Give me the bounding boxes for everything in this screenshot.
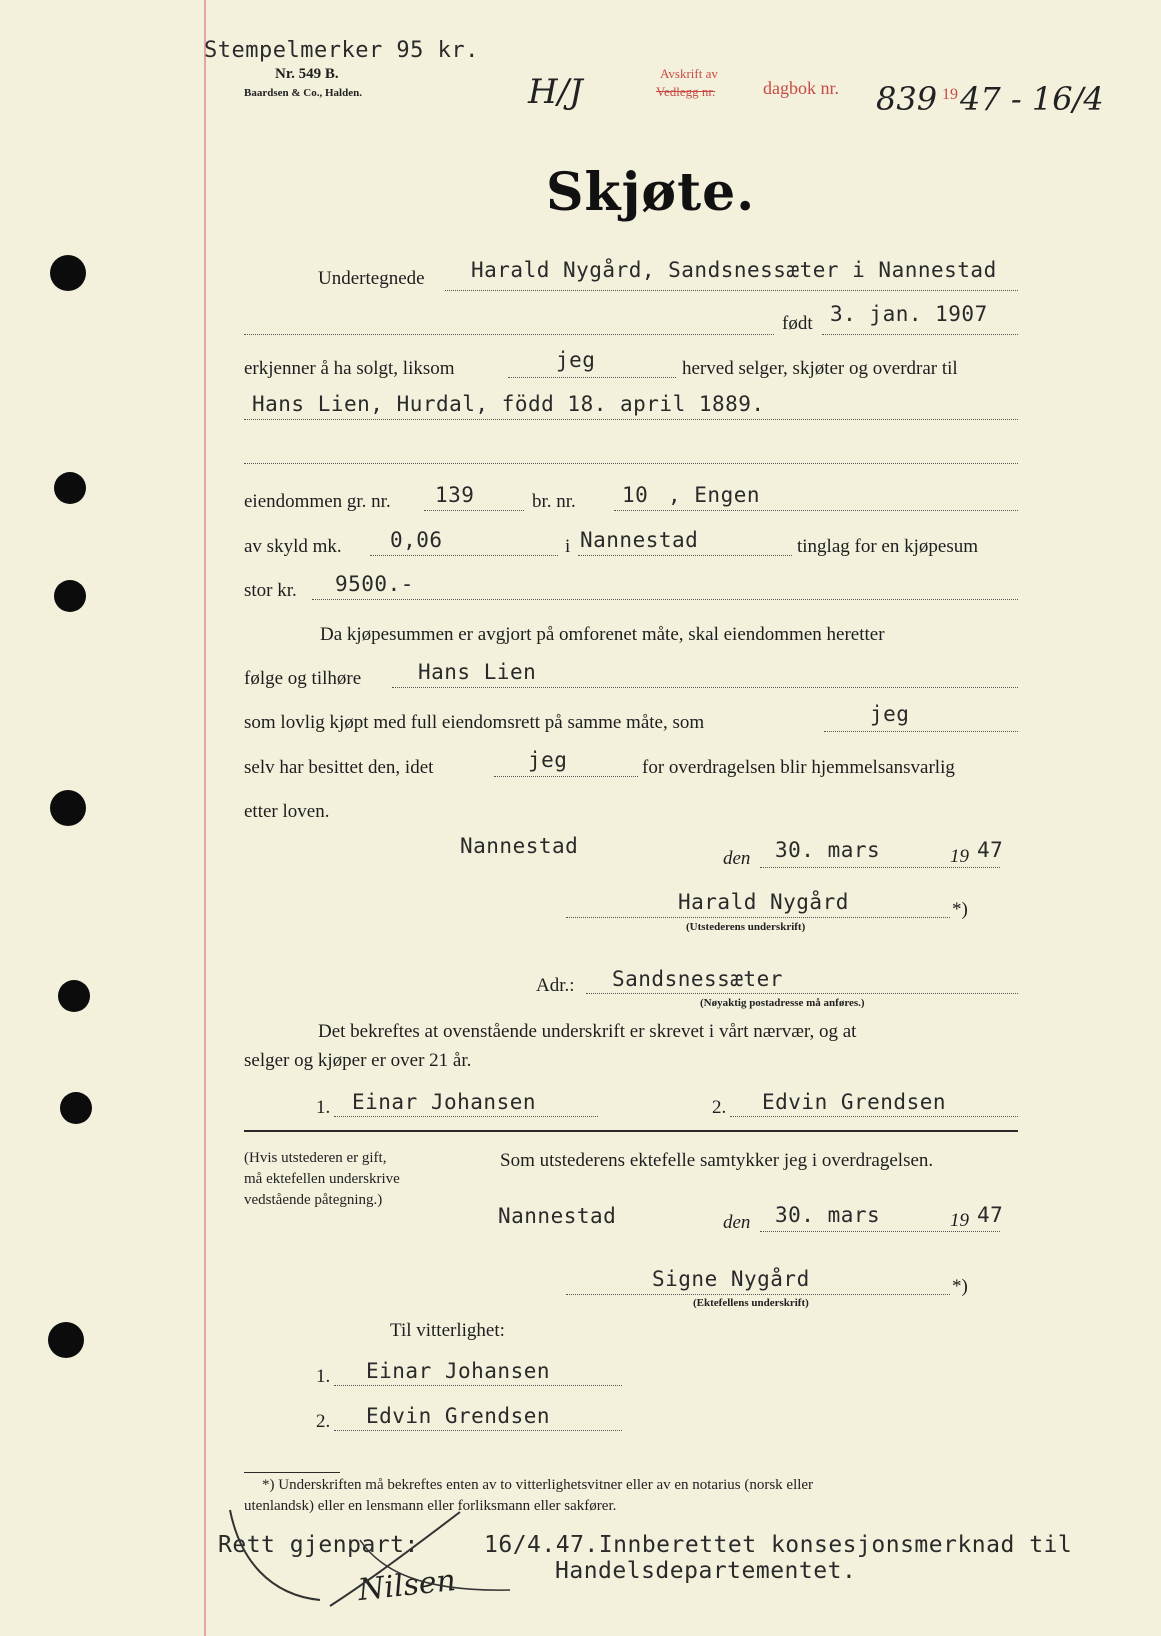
spouse-date: 30. mars: [775, 1203, 881, 1227]
buyer-short: Hans Lien: [418, 660, 537, 684]
dagbok-label: dagbok nr.: [763, 78, 839, 98]
dagbok-year-prefix: 19: [942, 86, 958, 103]
gr-nr-value: 139: [435, 483, 475, 507]
seller-signature: Harald Nygård: [678, 890, 849, 914]
skyld-value: 0,06: [390, 528, 443, 552]
spouse-signature-caption: (Ektefellens underskrift): [693, 1297, 809, 1309]
buyer-line: Hans Lien, Hurdal, född 18. april 1889.: [252, 392, 765, 416]
witness-text-1: Det bekreftes at ovenstående underskrift er skrevet i vårt nærvær, og at: [318, 1021, 857, 1042]
den-label: den: [723, 848, 751, 869]
folge-label: følge og tilhøre: [244, 668, 362, 689]
address-caption: (Nøyaktig postadresse må anføres.): [700, 997, 865, 1009]
margin-line: [204, 0, 206, 1636]
initials: H/J: [528, 72, 583, 112]
lovlig-label: som lovlig kjøpt med full eiendomsrett på samme måte, som: [244, 712, 705, 733]
vitterlighet-1-name: Einar Johansen: [366, 1359, 551, 1383]
spouse-note-2: må ektefellen underskrive: [244, 1171, 400, 1187]
br-nr-label: br. nr.: [532, 491, 576, 512]
price-value: 9500.-: [335, 572, 414, 596]
punch-hole: [54, 580, 86, 612]
year-suffix: 47: [977, 838, 1004, 862]
punch-hole: [54, 472, 86, 504]
endorsement-line-2: Handelsdepartementet.: [555, 1558, 857, 1584]
form-number: Nr. 549 B.: [275, 66, 339, 82]
section-divider: [244, 1130, 1018, 1132]
signature-star: *): [952, 899, 968, 920]
pronoun-2: jeg: [870, 702, 910, 726]
vitterlighet-1-number: 1.: [316, 1366, 331, 1387]
br-nr-value: 10: [622, 483, 649, 507]
seller-address: Sandsnessæter: [612, 967, 783, 991]
spouse-signature: Signe Nygård: [652, 1267, 810, 1291]
eiendommen-label: eiendommen gr. nr.: [244, 491, 391, 512]
spouse-place: Nannestad: [498, 1204, 617, 1228]
municipality: Nannestad: [580, 528, 699, 552]
signing-place: Nannestad: [460, 834, 579, 858]
spouse-note-1: (Hvis utstederen er gift,: [244, 1150, 387, 1166]
punch-hole: [60, 1092, 92, 1124]
seller-signature-caption: (Utstederens underskrift): [686, 921, 806, 933]
spouse-consent: Som utstederens ektefelle samtykker jeg i overdragelsen.: [500, 1150, 934, 1171]
punch-hole: [58, 980, 90, 1012]
endorsement-line-1: 16/4.47.Innberettet konsesjonsmerknad til: [484, 1532, 1073, 1558]
witness-2-name: Edvin Grendsen: [762, 1090, 947, 1114]
tinglag-label: tinglag for en kjøpesum: [797, 536, 978, 557]
skyld-label: av skyld mk.: [244, 536, 342, 557]
erkjenner-label: erkjenner å ha solgt, liksom: [244, 358, 455, 379]
witness-1-number: 1.: [316, 1097, 331, 1118]
etter-loven-label: etter loven.: [244, 801, 330, 822]
adr-label: Adr.:: [536, 975, 575, 996]
fodt-label: født: [782, 313, 813, 334]
year-prefix: 19: [950, 846, 969, 867]
footnote-line-2: utenlandsk) eller en lensmann eller forliksmann eller sakfører.: [244, 1498, 617, 1514]
document-title: Skjøte.: [546, 162, 756, 223]
undertegnede-label: Undertegnede: [318, 268, 425, 289]
seller-name: Harald Nygård, Sandsnessæter i Nannestad: [471, 258, 997, 282]
vitterlighet-2-number: 2.: [316, 1411, 331, 1432]
herved-label: herved selger, skjøter og overdrar til: [682, 358, 958, 379]
spouse-note-3: vedstående påtegning.): [244, 1192, 383, 1208]
spouse-signature-star: *): [952, 1276, 968, 1297]
i-label: i: [565, 536, 571, 557]
pronoun-3: jeg: [528, 748, 568, 772]
red-stamp-vedlegg: Vedlegg nr.: [656, 84, 716, 99]
red-stamp-avskrift: Avskrift av: [660, 66, 718, 81]
printer-name: Baardsen & Co., Halden.: [244, 87, 362, 99]
vitterlighet-heading: Til vitterlighet:: [390, 1320, 505, 1341]
punch-hole: [50, 790, 86, 826]
footnote-line-1: *) Underskriften må bekreftes enten av to vitterlighetsvitner eller av en notarius (norsk eller: [262, 1477, 814, 1493]
stamp-line: Stempelmerker 95 kr.: [204, 38, 479, 63]
punch-hole: [50, 255, 86, 291]
rett-gjenpart-label: Rett gjenpart:: [218, 1532, 419, 1558]
footnote-rule: [244, 1472, 340, 1473]
signature-flourish: [210, 1500, 530, 1610]
dagbok-suffix: 47 - 16/4: [960, 80, 1104, 118]
witness-1-name: Einar Johansen: [352, 1090, 537, 1114]
witness-2-number: 2.: [712, 1097, 727, 1118]
para-kjopesum: Da kjøpesummen er avgjort på omforenet måte, skal eiendommen heretter: [320, 624, 885, 645]
farm-name: , Engen: [668, 483, 761, 507]
witness-text-2: selger og kjøper er over 21 år.: [244, 1050, 472, 1071]
stor-kr-label: stor kr.: [244, 580, 297, 601]
pronoun-1: jeg: [556, 348, 596, 372]
spouse-year-prefix: 19: [950, 1210, 969, 1231]
dagbok-number: 839: [876, 80, 938, 118]
punch-hole: [48, 1322, 84, 1358]
for-label: for overdragelsen blir hjemmelsansvarlig: [642, 757, 955, 778]
spouse-year-suffix: 47: [977, 1203, 1004, 1227]
signing-date: 30. mars: [775, 838, 881, 862]
selv-label: selv har besittet den, idet: [244, 757, 434, 778]
seller-birthdate: 3. jan. 1907: [830, 302, 988, 326]
spouse-den-label: den: [723, 1212, 751, 1233]
clerk-signature: Nilsen: [356, 1562, 458, 1609]
vitterlighet-2-name: Edvin Grendsen: [366, 1404, 551, 1428]
